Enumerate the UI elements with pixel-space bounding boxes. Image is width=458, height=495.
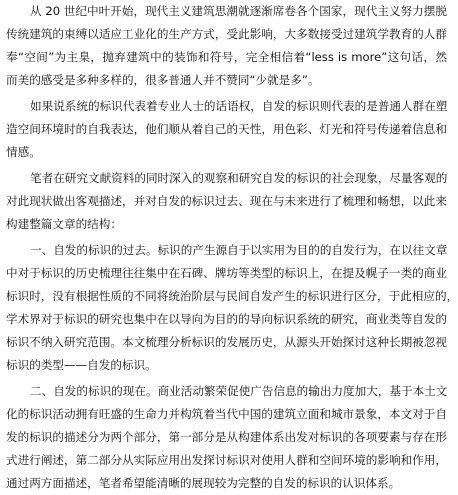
- paragraph-3-line-3: 构建整篇文章的结构：: [6, 217, 122, 231]
- paragraph-5-line-5: 通过两方面描述，笔者希望能清晰的展现较为完整的自发的标识的认识体系。: [6, 476, 401, 490]
- paragraph-4-line-2: 中对于标识的历史梳理往往集中在石碑、牌坊等类型的标识上，在提及幌子一类的商业: [6, 266, 447, 280]
- paragraph-1-line-4: 而美的感受是多种多样的，很多普通人并不赞同“少就是多”。: [6, 73, 320, 87]
- paragraph-5-line-1: 二、自发的标识的现在。商业活动繁荣促使广告信息的输出力度加大，基于本土文: [30, 384, 448, 398]
- paragraph-2-line-1: 如果说系统的标识代表着专业人士的话语权，自发的标识则代表的是普通人群在塑: [30, 99, 448, 113]
- paragraph-1-line-3: 奉“空间”为主臬，抛弃建筑中的装饰和符号，完全相信着“less is more”这句话，然: [6, 50, 447, 64]
- paragraph-5-line-3: 发的标识的描述分为两个部分，第一部分是从构建体系出发对标识的各项要素与存在形: [6, 430, 447, 444]
- paragraph-4-line-5: 标识不纳入研究范围。本文梳理分析标识的发展历史，从源头开始探讨这种长期被忽视: [6, 335, 447, 349]
- paragraph-4-line-4: 学术界对于标识的研究也集中在以导向为目的的导向标识系统的研究，商业类等自发的: [6, 312, 447, 326]
- paragraph-4-line-6: 标识的类型——自发的标识。: [6, 358, 157, 372]
- paragraph-3-line-2: 对此现状做出客观描述，并对自发的标识过去、现在与未来进行了梳理和畅想，以此来: [6, 194, 447, 208]
- paragraph-1-line-2: 传统建筑的束缚以适应工业化的生产方式，受此影响，大多数接受过建筑学教育的人群: [6, 27, 447, 41]
- paragraph-2-line-3: 情感。: [6, 145, 41, 159]
- paragraph-2-line-2: 造空间环境时的自我表达，他们顺从着自己的天性，用色彩、灯光和符号传递着信息和: [6, 122, 447, 136]
- paragraph-1-line-1: 从 20 世纪中叶开始，现代主义建筑思潮就逐渐席卷各个国家，现代主义努力摆脱: [30, 4, 447, 18]
- paragraph-5-line-4: 式进行阐述，第二部分从实际应用出发探讨标识对使用人群和空间环境的影响和作用，: [6, 453, 447, 467]
- paragraph-4-line-1: 一、自发的标识的过去。标识的产生源自于以实用为目的的自发行为，在以往文章: [30, 243, 448, 257]
- paragraph-4-line-3: 标识时，没有根据性质的不同将统治阶层与民间自发产生的标识进行区分，于此相应的，: [6, 289, 458, 303]
- paragraph-3-line-1: 笔者在研究文献资料的同时深入的观察和研究自发的标识的社会现象，尽量客观的: [30, 171, 448, 185]
- paragraph-5-line-2: 化的标识活动拥有旺盛的生命力并构筑着当代中国的建筑立面和城市景象，本文对于自: [6, 407, 447, 421]
